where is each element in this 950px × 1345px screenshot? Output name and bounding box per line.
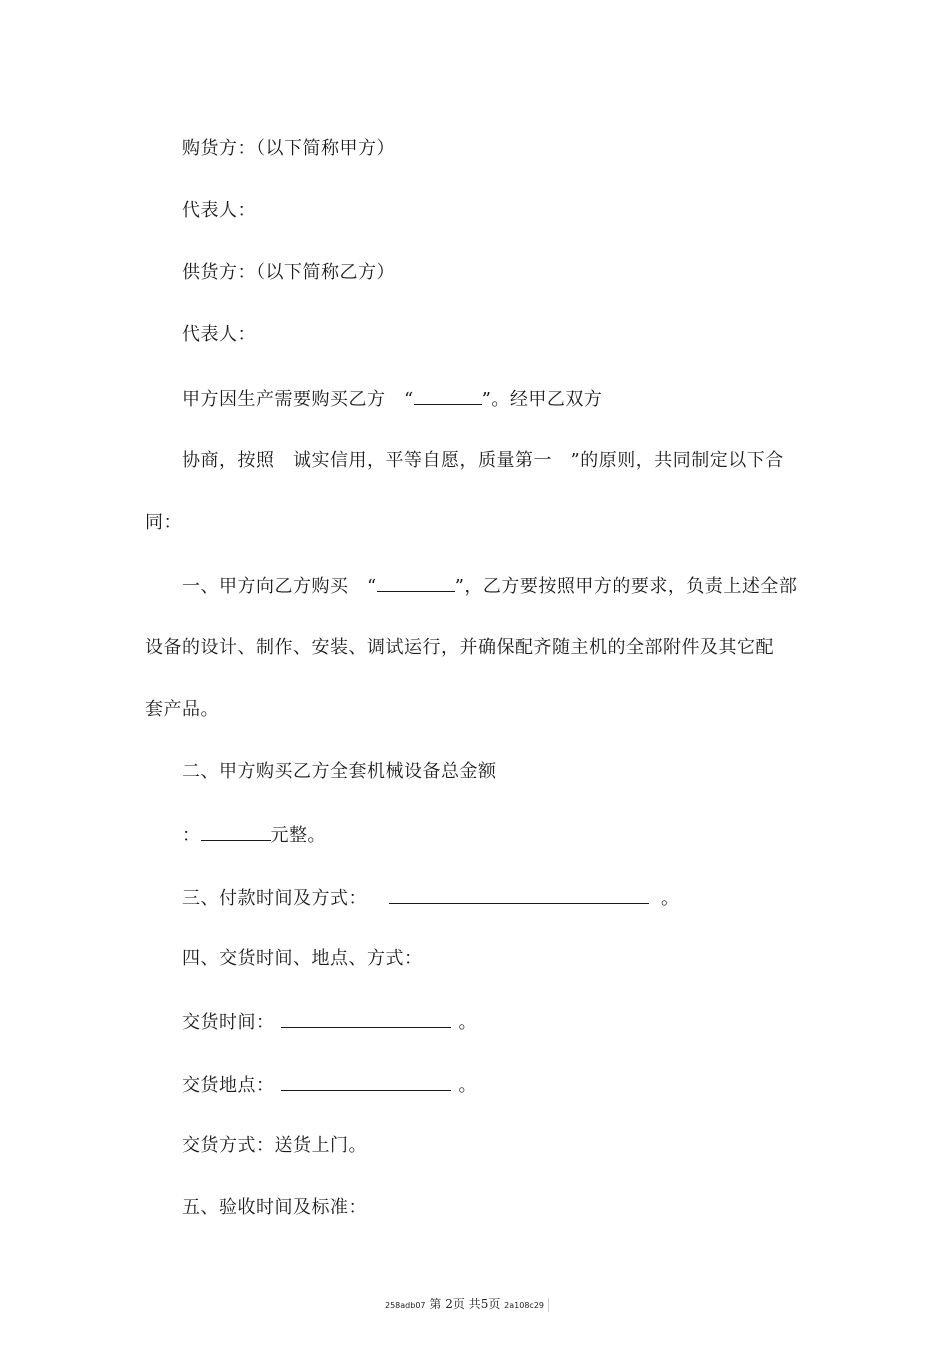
section-3-text: 三、付款时间及方式： <box>182 888 367 909</box>
product-name-blank <box>414 386 482 405</box>
section-1-line-2: 设备的设计、制作、安装、调试运行，并确保配齐随主机的全部附件及其它配 <box>145 637 774 658</box>
total-label-prefix: 共 <box>468 1297 481 1311</box>
section-1-text-start: 一、甲方向乙方购买 “ <box>182 576 377 597</box>
section-3-line <box>182 885 680 911</box>
section-1-line <box>182 573 797 599</box>
delivery-place-blank <box>281 1072 451 1091</box>
page-label-prefix: 第 <box>429 1297 442 1311</box>
buyer-representative-line: 代表人： <box>182 200 256 221</box>
page-label-suffix: 页 <box>452 1297 465 1311</box>
delivery-time-label: 交货时间： <box>182 1012 275 1033</box>
delivery-method-line: 交货方式：送货上门。 <box>182 1135 367 1156</box>
intro-text-end: ”。经甲乙双方 <box>481 389 603 410</box>
delivery-time-line <box>182 1009 477 1035</box>
page-number: 2 <box>445 1297 453 1311</box>
page-footer <box>385 1296 549 1314</box>
delivery-time-blank <box>281 1009 451 1028</box>
seller-line: 供货方：（以下简称乙方） <box>182 262 395 283</box>
section-1-text-end: ”，乙方要按照甲方的要求，负责上述全部 <box>454 576 798 597</box>
delivery-time-period: 。 <box>458 1012 477 1033</box>
seller-representative-line: 代表人： <box>182 324 256 345</box>
payment-terms-blank <box>389 885 649 904</box>
section-3-period: 。 <box>661 888 680 909</box>
total-amount-blank <box>201 822 271 841</box>
section-2-amount-line <box>182 822 326 848</box>
delivery-place-line <box>182 1072 477 1098</box>
delivery-place-label: 交货地点： <box>182 1075 275 1096</box>
intro-text-start: 甲方因生产需要购买乙方 “ <box>182 389 414 410</box>
intro-line-2: 协商，按照 诚实信用，平等自愿，质量第一 ”的原则，共同制定以下合 <box>182 450 784 471</box>
section-2-heading: 二、甲方购买乙方全套机械设备总金额 <box>182 761 497 782</box>
footer-code-right: 2a108c29 <box>504 1301 545 1310</box>
footer-code-left: 258adb07 <box>385 1301 426 1310</box>
purchase-item-blank <box>377 573 455 592</box>
section-4-heading: 四、交货时间、地点、方式： <box>182 948 423 969</box>
delivery-place-period: 。 <box>458 1075 477 1096</box>
amount-unit: 元整。 <box>270 825 326 846</box>
section-1-line-3: 套产品。 <box>145 699 219 720</box>
intro-line <box>182 386 602 412</box>
total-pages: 5 <box>480 1297 489 1311</box>
total-label-suffix: 页 <box>488 1297 501 1311</box>
amount-colon: ： <box>182 825 201 846</box>
buyer-line: 购货方：（以下简称甲方） <box>182 138 395 159</box>
footer-divider <box>548 1298 549 1312</box>
section-5-heading: 五、验收时间及标准： <box>182 1197 367 1218</box>
intro-line-3: 同： <box>145 512 182 533</box>
